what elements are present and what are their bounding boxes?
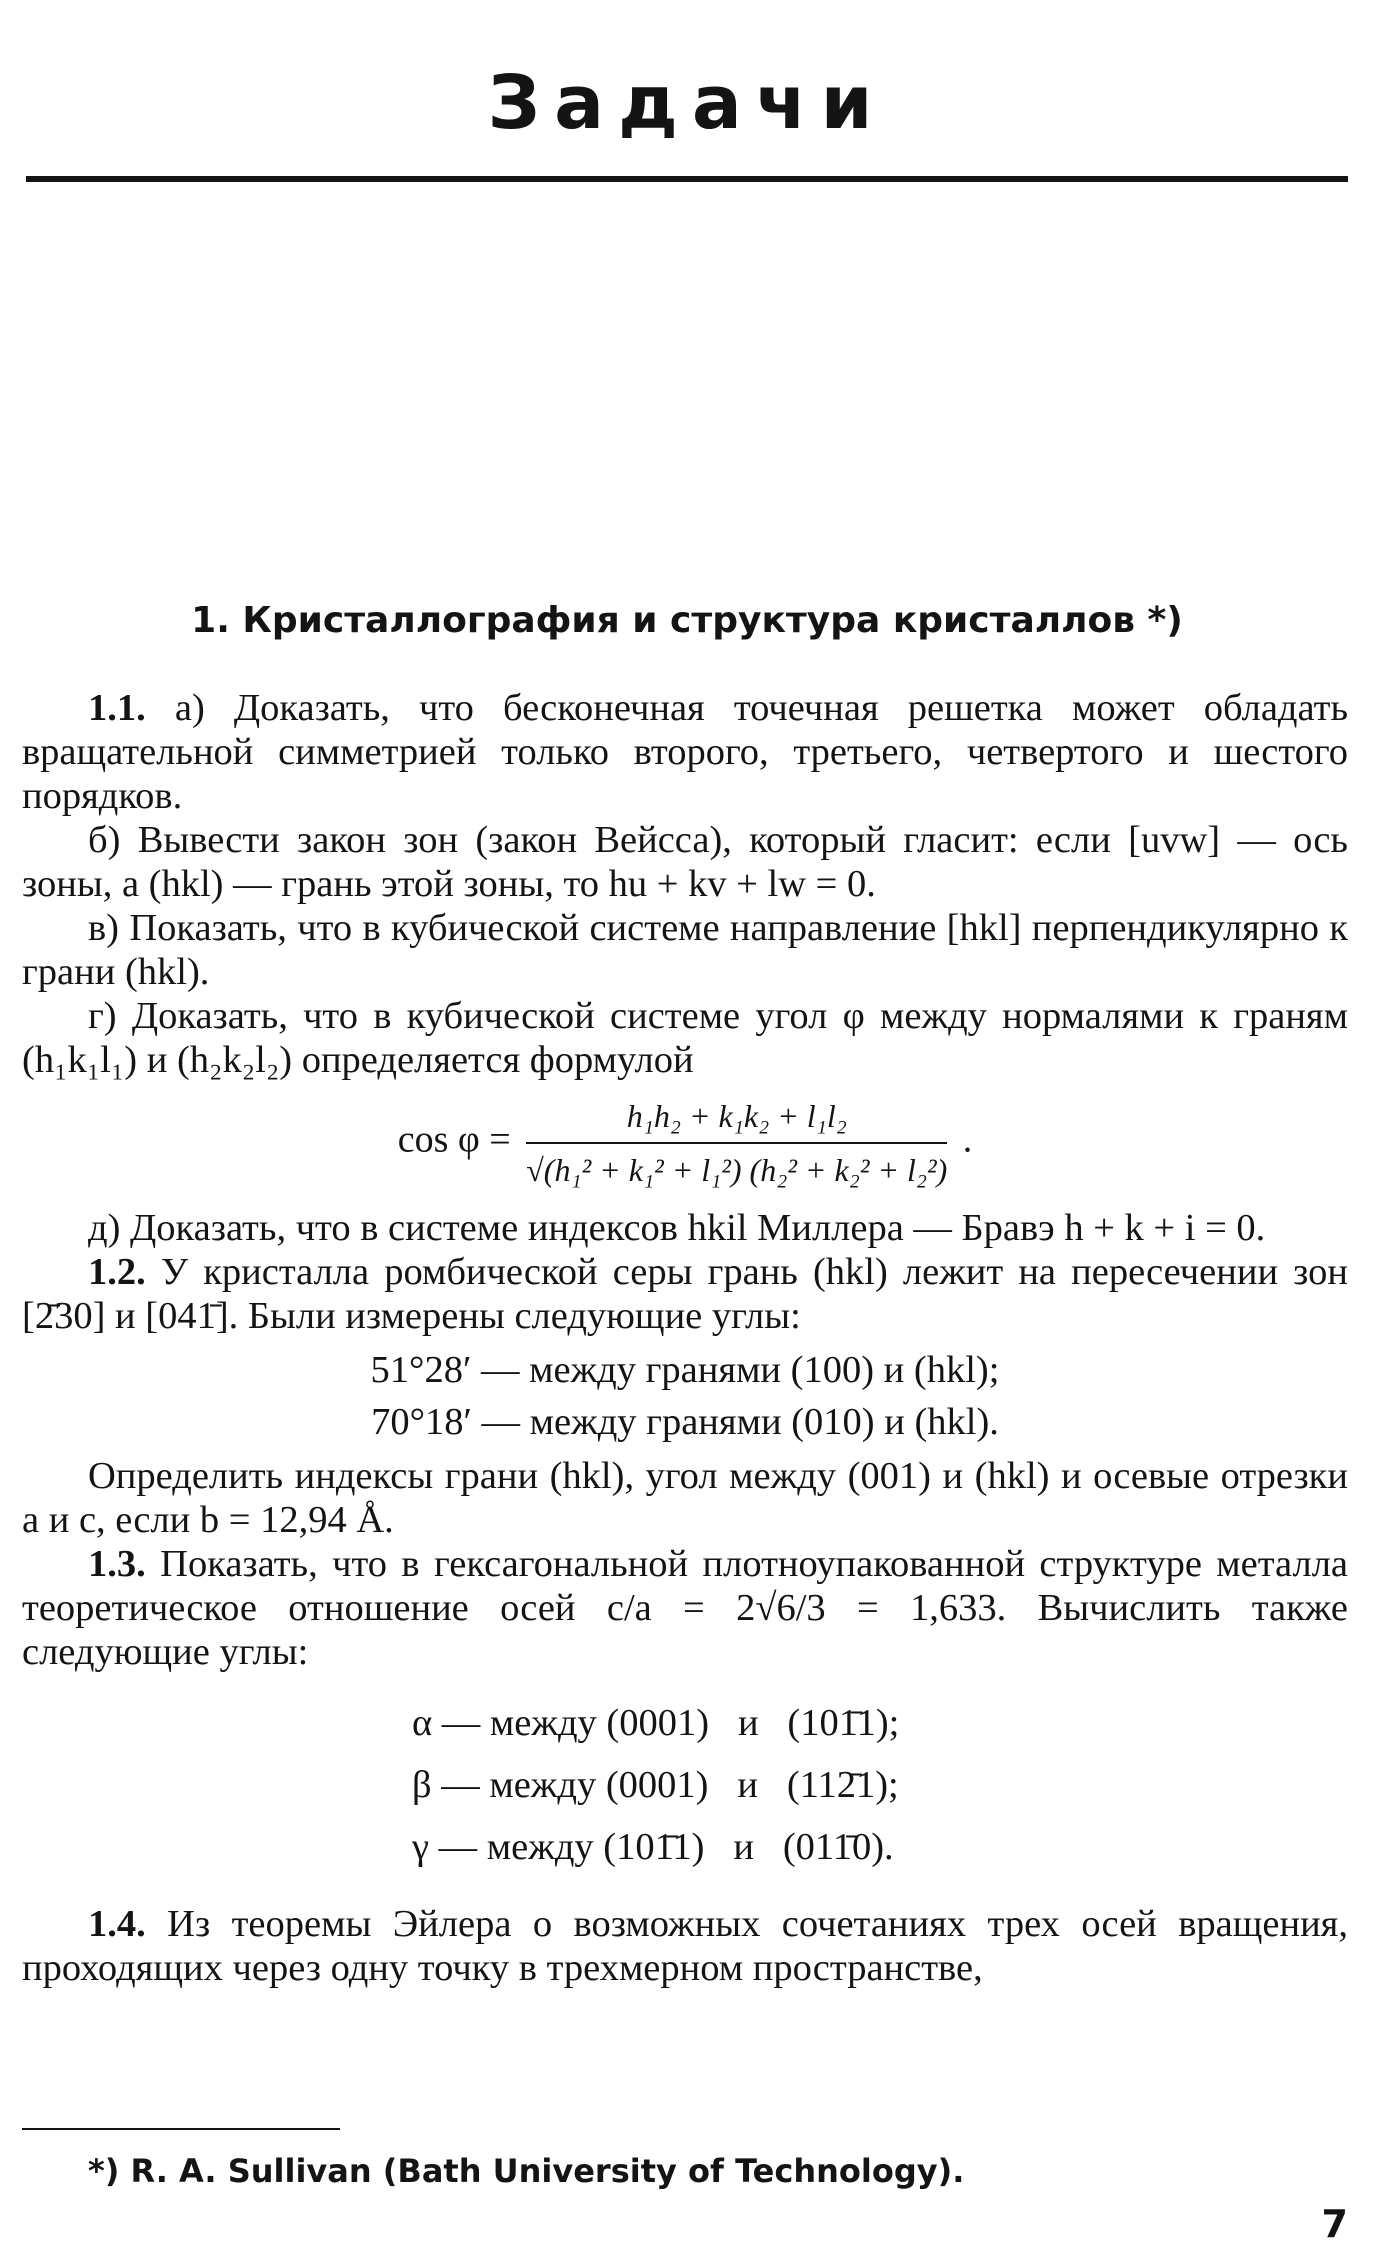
formula-numerator: h₁h₂ + k₁k₂ + l₁l₂	[526, 1094, 947, 1144]
formula-lhs: cos φ =	[397, 1118, 511, 1161]
angle-line: γ — между (101̄1) и (011̄0).	[412, 1826, 894, 1868]
page-number: 7	[1321, 2202, 1348, 2246]
problem-text: У кристалла ромбической серы грань (hkl) лежит на пересечении зон [2̄30] и [041̄]. Были измерены следующие углы:	[22, 1251, 1348, 1337]
footnote-rule	[22, 2128, 340, 2130]
footnote: *) R. A. Sullivan (Bath University of Technology).	[88, 2152, 965, 2190]
angle-line: α — между (0001) и (101̄1);	[412, 1702, 900, 1744]
formula-end: .	[962, 1118, 973, 1161]
angle-line: 70°18′ — между гранями (010) и (hkl).	[371, 1401, 999, 1443]
cos-formula	[22, 1094, 1348, 1192]
problem-number: 1.2.	[88, 1251, 146, 1293]
problem-1-4	[22, 1902, 1348, 1990]
problem-number: 1.1.	[88, 687, 146, 729]
problem-text: Из теоремы Эйлера о возможных сочетаниях трех осей вращения, проходящих через одну точку в трехмерном пространстве,	[22, 1903, 1348, 1989]
problem-1-1d: г) Доказать, что в кубической системе угол φ между нормалями к граням (h₁k₁l₁) и (h₂k₂l₂) определяется формулой	[22, 995, 1348, 1081]
problem-text: а) Доказать, что бесконечная точечная решетка может обладать вращательной симметрией только второго, третьего, четвертого и шестого порядков.	[22, 687, 1348, 817]
page-title: Задачи	[487, 60, 887, 146]
problem-1-1b: б) Вывести закон зон (закон Вейсса), который гласит: если [uvw] — ось зоны, а (hkl) — грань этой зоны, то hu + kv + lw = 0.	[22, 819, 1348, 905]
problem-1-1e: д) Доказать, что в системе индексов hkil Миллера — Бравэ h + k + i = 0.	[88, 1207, 1266, 1249]
problem-1-1a	[22, 686, 1348, 818]
title-rule	[26, 176, 1348, 182]
section-title: 1. Кристаллография и структура кристаллов *)	[191, 600, 1183, 641]
problem-1-1c: в) Показать, что в кубической системе направление [hkl] перпендикулярно к грани (hkl).	[22, 907, 1348, 993]
problem-number: 1.3.	[88, 1543, 146, 1585]
problem-1-3	[22, 1542, 1348, 1674]
problem-1-2	[22, 1250, 1348, 1338]
angle-line: 51°28′ — между гранями (100) и (hkl);	[370, 1349, 1000, 1391]
problem-text: Показать, что в гексагональной плотноупакованной структуре металла теоретическое отношение осей c/a = 2√6/3 = 1,633. Вычислить также следующие углы:	[22, 1543, 1348, 1673]
angle-line: β — между (0001) и (112̄1);	[412, 1764, 899, 1806]
angle-list-1-3	[412, 1692, 1348, 1878]
angle-list-1-2	[22, 1344, 1348, 1448]
problem-1-2-continued: Определить индексы грани (hkl), угол между (001) и (hkl) и осевые отрезки a и c, если b = 12,94 Å.	[22, 1455, 1348, 1541]
formula-fraction	[526, 1094, 947, 1192]
problem-number: 1.4.	[88, 1903, 146, 1945]
problems-body	[22, 686, 1348, 1990]
formula-denominator: √(h₁² + k₁² + l₁²) (h₂² + k₂² + l₂²)	[526, 1152, 948, 1188]
